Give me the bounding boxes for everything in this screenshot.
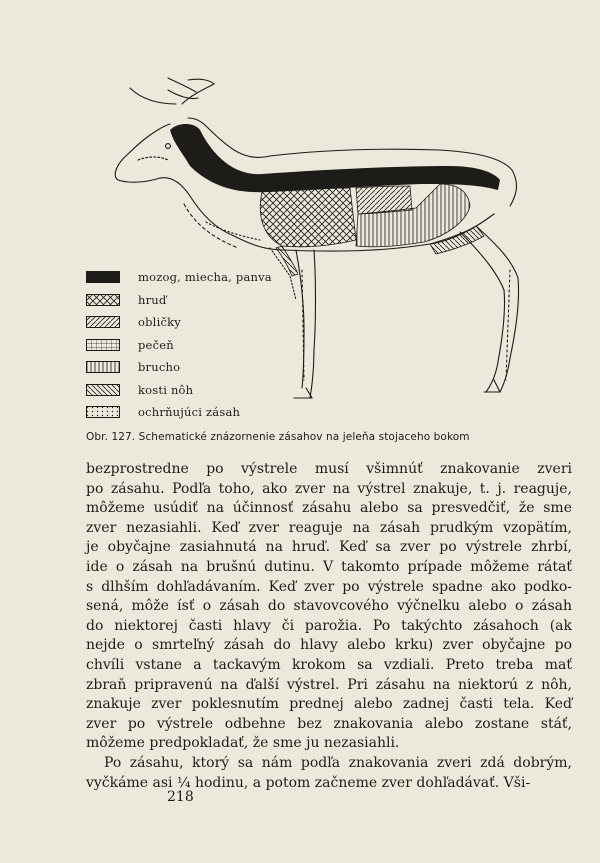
chest-zone (260, 188, 356, 247)
legend-swatch-solid (86, 271, 120, 283)
text-line: Po zásahu, ktorý sa nám podľa znakovania zveri zdá dobrým, (104, 754, 572, 771)
text-line: znakuje zver poklesnutím prednej alebo zadnej časti tela. Keď (86, 696, 572, 713)
legend-label: ochrňujúci zásah (138, 405, 241, 420)
text-line: do niektorej časti hlavy či parožia. Po takýchto zásahoch (ak (86, 617, 572, 634)
legend-item (86, 379, 272, 402)
legend-label: hruď (138, 292, 167, 307)
text-line: zver nezasiahli. Keď zver reaguje na zásah prudkým vzopätím, (86, 519, 572, 536)
text-line: nejde o smrteľný zásah do hlavy alebo krku) zver obyčajne po (86, 637, 572, 654)
text-line: môžeme usúdiť na účinnosť zásahu alebo sa presvedčiť, že sme (86, 500, 572, 517)
text-line: chvíli vstane a tackavým krokom sa vzdiali. Preto treba mať (86, 656, 572, 673)
legend-label: obličky (138, 315, 181, 330)
spine-zone (170, 124, 500, 192)
legend-swatch-crosshatch (86, 294, 120, 306)
legend-label: mozog, miecha, panva (138, 270, 272, 285)
legend-swatch-diagonal-left (86, 384, 120, 396)
liver-zone (406, 168, 440, 184)
text-line: vyčkáme asi ¼ hodinu, a potom začneme zver dohľadávať. Vši- (86, 774, 531, 791)
front-leg (296, 250, 304, 388)
text-line: ide o zásah na brušnú dutinu. V takomto prípade môžeme rátať (86, 558, 572, 575)
text-line: po zásahu. Podľa toho, ako zver na výstrel znakuje, t. j. reaguje, (86, 480, 572, 497)
text-line: je obyčajne zasiahnutá na hruď. Keď sa zver po výstrele zhrbí, (86, 539, 572, 556)
page-number: 218 (167, 789, 194, 805)
legend-item (86, 311, 272, 334)
legend-item (86, 356, 272, 379)
body-text (86, 460, 572, 793)
text-line: zver po výstrele odbehne bez znakovania alebo zostane stáť, (86, 715, 572, 732)
legend (86, 266, 272, 424)
legend-swatch-grid (86, 339, 120, 351)
text-line: sená, môže ísť o zásah do stavovcového výčnelku alebo o zásah (86, 598, 572, 615)
legend-item (86, 334, 272, 357)
legend-label: kosti nôh (138, 382, 194, 397)
legend-item (86, 266, 272, 289)
legend-item (86, 401, 272, 424)
legend-label: brucho (138, 360, 181, 375)
text-line: bezprostredne po výstrele musí všimnúť znakovanie zveri (86, 461, 572, 477)
legend-swatch-dotted (86, 406, 120, 418)
legend-swatch-vertical (86, 361, 120, 373)
legend-swatch-diagonal-right (86, 316, 120, 328)
figure-caption: Obr. 127. Schematické znázornenie zásahov na jeleňa stojaceho bokom (86, 431, 470, 443)
text-line: zbraň pripravenú na ďalší výstrel. Pri zásahu na niektorú z nôh, (86, 676, 572, 693)
text-line: môžeme predpokladať, že sme ju nezasiahli. (86, 735, 400, 752)
legend-item (86, 289, 272, 312)
legend-label: pečeň (138, 337, 174, 352)
antler-back (182, 79, 214, 104)
text-line: s dlhším dohľadávaním. Keď zver po výstrele spadne ako podko- (86, 578, 572, 595)
